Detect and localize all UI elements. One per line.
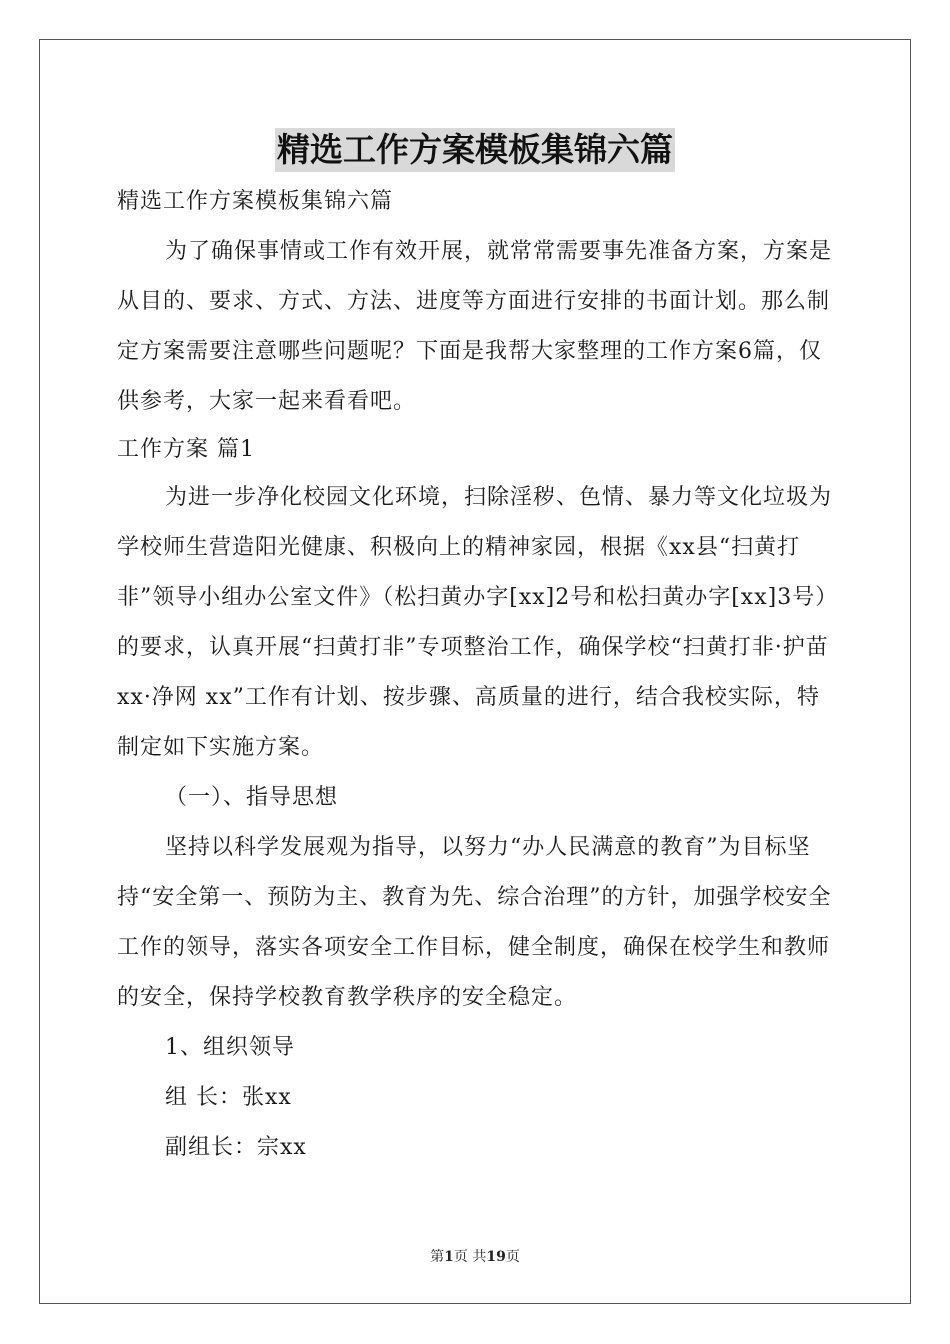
document-title: 精选工作方案模板集锦六篇 bbox=[275, 128, 675, 172]
footer-page-suffix: 页 bbox=[505, 1249, 520, 1265]
footer-current-page: 1 bbox=[444, 1249, 454, 1265]
title-container bbox=[0, 128, 950, 172]
leader-line: 组 长：张xx bbox=[165, 1085, 292, 1110]
org-heading: 1、组织领导 bbox=[165, 1035, 295, 1060]
footer-page-prefix: 第 bbox=[430, 1249, 445, 1265]
section-heading: 工作方案 篇1 bbox=[117, 437, 255, 462]
deputy-leader-line: 副组长：宗xx bbox=[165, 1135, 307, 1160]
footer-total-pages: 19 bbox=[486, 1249, 506, 1265]
body-paragraph-1: 为进一步净化校园文化环境，扫除淫秽、色情、暴力等文化垃圾为学校师生营造阳光健康、积极向上的精神家园，根据《xx县“扫黄打非”领导小组办公室文件》（松扫黄办字[xx]2号和松扫黄办字[xx]3号）的要求，认真开展“扫黄打非”专项整治工作，确保学校“扫黄打非·护苗xx·净网 xx”工作有计划、按步骤、高质量的进行，结合我校实际，特制定如下实施方案。 bbox=[117, 485, 833, 760]
body-paragraph-2: 坚持以科学发展观为指导，以努力“办人民满意的教育”为目标坚持“安全第一、预防为主、教育为先、综合治理”的方针，加强学校安全工作的领导，落实各项安全工作目标，健全制度，确保在校学生和教师的安全，保持学校教育教学秩序的安全稳定。 bbox=[117, 835, 832, 1010]
guiding-heading: （一）、指导思想 bbox=[165, 785, 339, 810]
intro-paragraph: 为了确保事情或工作有效开展，就常常需要事先准备方案，方案是从目的、要求、方式、方法、进度等方面进行安排的书面计划。那么制定方案需要注意哪些问题呢？下面是我帮大家整理的工作方案6篇，仅供参考，大家一起来看看吧。 bbox=[117, 239, 833, 414]
footer-page-mid: 页 共 bbox=[453, 1249, 487, 1265]
page-footer bbox=[0, 1246, 950, 1266]
document-subtitle: 精选工作方案模板集锦六篇 bbox=[117, 189, 394, 214]
document-body bbox=[117, 177, 833, 1173]
